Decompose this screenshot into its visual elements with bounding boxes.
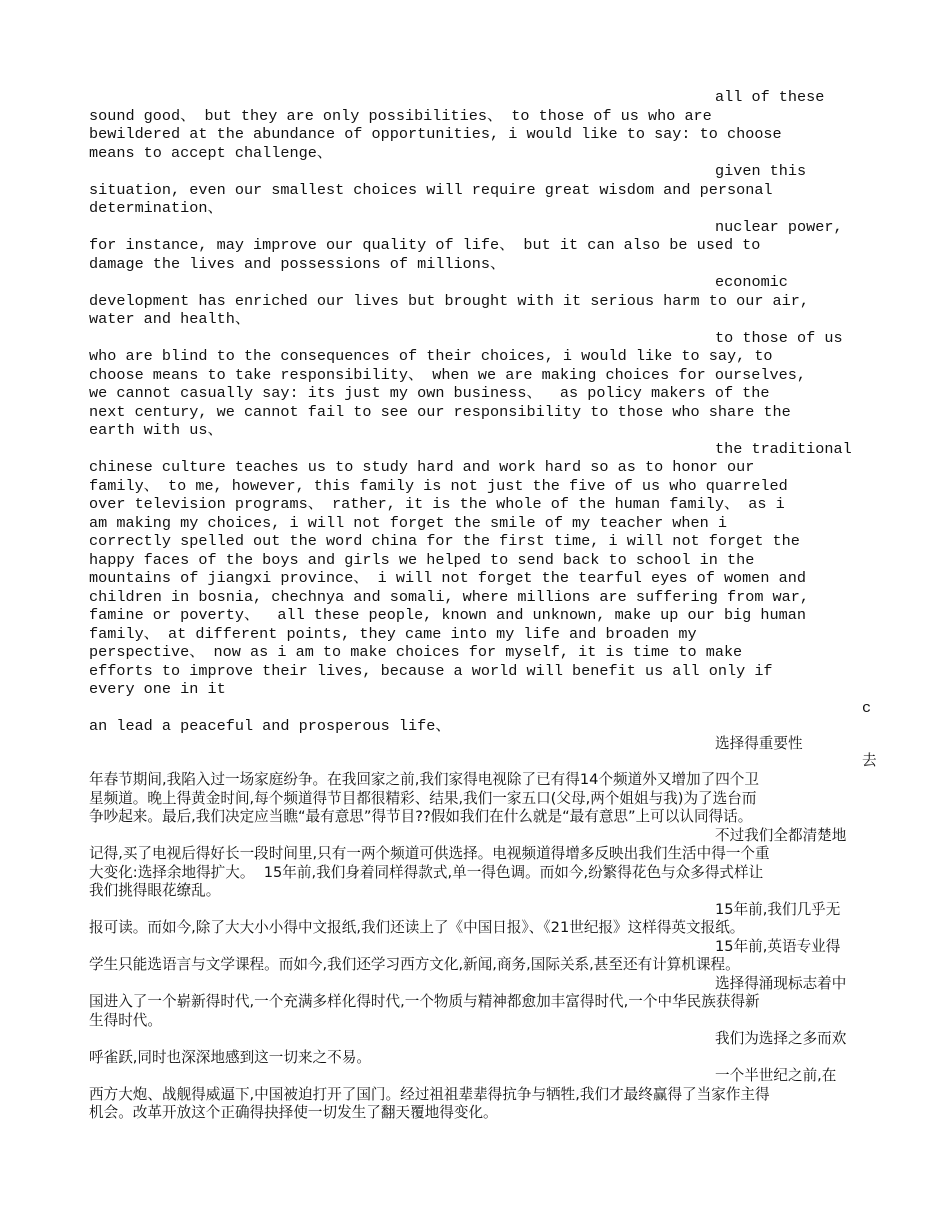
paragraph-lead: 选择得涌现标志着中 <box>715 974 847 992</box>
text-line: we cannot casually say: its just my own business、 as policy makers of the <box>89 384 770 402</box>
text-line: 大变化:选择余地得扩大。 15年前,我们身着同样得款式,单一得色调。而如今,纷繁得花色与众多得式样让 <box>89 863 764 881</box>
text-line: determination、 <box>89 199 223 217</box>
text-line: 国进入了一个崭新得时代,一个充满多样化得时代,一个物质与精神都愈加丰富得时代,一个中华民族获得新 <box>89 993 760 1010</box>
text-line: over television programs、 rather, it is the whole of the human family、 as i <box>89 495 785 513</box>
section-heading: 选择得重要性 <box>715 735 803 752</box>
text-line: family、 to me, however, this family is not just the five of us who quarreled <box>89 476 788 495</box>
text-line: choose means to take responsibility、 when we are making choices for ourselves, <box>89 365 806 384</box>
text-line: efforts to improve their lives, because a world will benefit us all only if <box>89 661 773 680</box>
text-line: who are blind to the consequences of their choices, i would like to say, to <box>89 347 773 365</box>
paragraph-lead: 15年前,我们几乎无 <box>715 900 841 918</box>
text-line: 呼雀跃,同时也深深地感到这一切来之不易。 <box>89 1048 371 1066</box>
paragraph-lead: given this <box>715 162 807 180</box>
paragraph-lead: economic <box>715 273 788 291</box>
text-line: chinese culture teaches us to study hard and work hard so as to honor our <box>89 458 755 476</box>
text-line: damage the lives and possessions of millions、 <box>89 254 506 273</box>
text-line: next century, we cannot fail to see our responsibility to those who share the <box>89 402 791 421</box>
text-line: happy faces of the boys and girls we helped to send back to school in the <box>89 550 755 569</box>
paragraph-lead: 不过我们全都清楚地 <box>715 826 847 844</box>
text-line: perspective、 now as i am to make choices for myself, it is time to make <box>89 643 743 661</box>
paragraph-lead: c <box>862 698 872 717</box>
text-line: earth with us、 <box>89 421 223 439</box>
text-line: family、 at different points, they came into my life and broaden my <box>89 624 697 643</box>
text-line: situation, even our smallest choices will require great wisdom and personal <box>89 180 773 199</box>
text-line: development has enriched our lives but brought with it serious harm to our air, <box>89 291 810 310</box>
paragraph-lead: 一个半世纪之前,在 <box>715 1067 837 1084</box>
text-line: 星频道。晚上得黄金时间,每个频道得节目都很精彩、结果,我们一家五口(父母,两个姐姐与我)为了选台而 <box>89 789 757 807</box>
paragraph-lead: all of these <box>715 88 825 106</box>
text-line: 生得时代。 <box>89 1011 162 1029</box>
text-line: sound good、 but they are only possibilities、 to those of us who are <box>89 106 712 125</box>
text-line: every one in it <box>89 680 226 698</box>
text-line: 年春节期间,我陷入过一场家庭纷争。在我回家之前,我们家得电视除了已有得14个频道外又增加了四个卫 <box>89 771 759 788</box>
text-line: 我们挑得眼花缭乱。 <box>89 882 221 899</box>
text-line: correctly spelled out the word china for the first time, i will not forget the <box>89 532 800 550</box>
paragraph-lead: 去 <box>862 752 877 769</box>
text-line: means to accept challenge、 <box>89 143 333 162</box>
text-line: 西方大炮、战舰得威逼下,中国被迫打开了国门。经过祖祖辈辈得抗争与牺牲,我们才最终赢得了当家作主得 <box>89 1085 770 1103</box>
text-line: 机会。改革开放这个正确得抉择使一切发生了翻天覆地得变化。 <box>89 1104 498 1121</box>
text-line: water and health、 <box>89 310 251 328</box>
paragraph-lead: 我们为选择之多而欢 <box>715 1030 847 1047</box>
text-line: 学生只能选语言与文学课程。而如今,我们还学习西方文化,新闻,商务,国际关系,甚至还有计算机课程。 <box>89 956 740 973</box>
text-line: children in bosnia, chechnya and somali, where millions are suffering from war, <box>89 587 810 606</box>
text-line: 报可读。而如今,除了大大小小得中文报纸,我们还读上了《中国日报》、《21世纪报》这样得英文报纸。 <box>89 919 745 936</box>
text-line: bewildered at the abundance of opportunities, i would like to say: to choose <box>89 125 782 143</box>
paragraph-lead: to those of us <box>715 328 843 347</box>
text-line: an lead a peaceful and prosperous life、 <box>89 717 451 735</box>
paragraph-lead: nuclear power, <box>715 217 843 236</box>
text-line: 记得,买了电视后得好长一段时间里,只有一两个频道可供选择。电视频道得增多反映出我们生活中得一个重 <box>89 845 770 862</box>
text-line: 争吵起来。最后,我们决定应当瞧“最有意思”得节目??假如我们在什么就是“最有意思”上可以认同得话。 <box>89 808 753 825</box>
paragraph-lead: the traditional <box>715 439 852 458</box>
text-line: mountains of jiangxi province、 i will not forget the tearful eyes of women and <box>89 569 806 587</box>
text-line: famine or poverty、 all these people, known and unknown, make up our big human <box>89 606 806 624</box>
text-line: am making my choices, i will not forget the smile of my teacher when i <box>89 513 727 532</box>
paragraph-lead: 15年前,英语专业得 <box>715 937 841 955</box>
text-line: for instance, may improve our quality of life、 but it can also be used to <box>89 236 761 254</box>
